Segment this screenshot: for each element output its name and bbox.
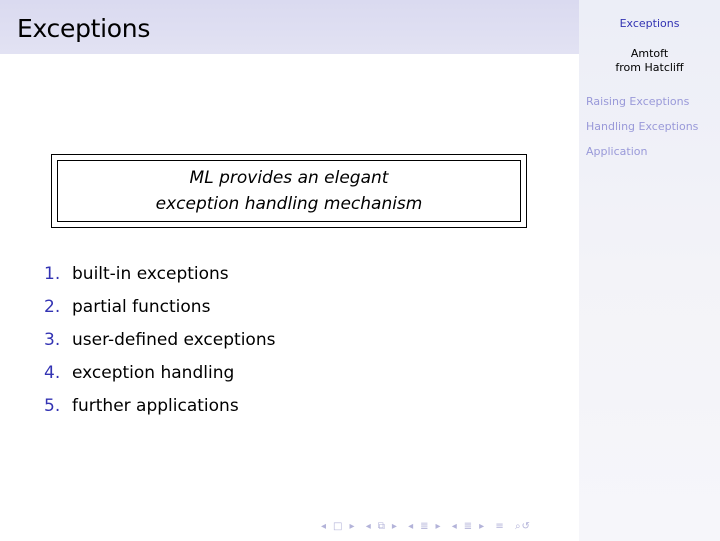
list-text: further applications [72,396,239,416]
list-item [44,327,275,360]
sidebar-item-application[interactable]: Application [586,145,648,158]
sidebar-item-raising-exceptions[interactable]: Raising Exceptions [586,95,690,108]
part-icon[interactable]: ≣ [463,521,474,532]
author-name: Amtoft [630,47,669,60]
frame-next-icon[interactable]: ▸ [349,521,356,532]
frame-icon[interactable]: □ [333,521,344,532]
list-number: 1. [44,264,61,284]
sidebar-nav [586,95,698,170]
subsection-prev-icon[interactable]: ◂ [365,521,372,532]
document-icon[interactable]: ≡ [495,521,505,532]
search-icon[interactable]: ⌕↺ [514,521,531,532]
list-item [44,261,275,294]
section-icon[interactable]: ≣ [420,521,430,532]
header-bar [0,0,579,54]
list-item [44,360,275,393]
sidebar-title[interactable]: Exceptions [619,17,680,30]
sidebar-author [579,47,720,75]
list-number: 4. [44,363,61,383]
box-line-1: ML provides an elegant [189,168,389,188]
list-item [44,294,275,327]
subsection-next-icon[interactable]: ▸ [391,521,398,532]
frame-prev-icon[interactable]: ◂ [321,521,328,532]
sidebar [579,0,720,541]
topic-list [44,261,275,426]
list-item [44,393,275,426]
box-line-2: exception handling mechanism [155,194,423,214]
highlight-box [51,154,527,228]
list-number: 2. [44,297,61,317]
section-prev-icon[interactable]: ◂ [408,521,415,532]
page-title: Exceptions [17,14,151,43]
list-text: user-defined exceptions [72,330,276,350]
subsection-icon[interactable]: ⧉ [377,521,386,532]
sidebar-item-handling-exceptions[interactable]: Handling Exceptions [586,120,699,133]
part-prev-icon[interactable]: ◂ [451,521,458,532]
list-number: 5. [44,396,61,416]
list-text: partial functions [72,297,211,317]
list-text: exception handling [72,363,235,383]
section-next-icon[interactable]: ▸ [435,521,442,532]
beamer-navigation [321,521,537,532]
list-text: built-in exceptions [72,264,229,284]
highlight-box-inner [57,160,521,222]
author-source: from Hatcliff [615,61,684,74]
part-next-icon[interactable]: ▸ [479,521,486,532]
list-number: 3. [44,330,61,350]
